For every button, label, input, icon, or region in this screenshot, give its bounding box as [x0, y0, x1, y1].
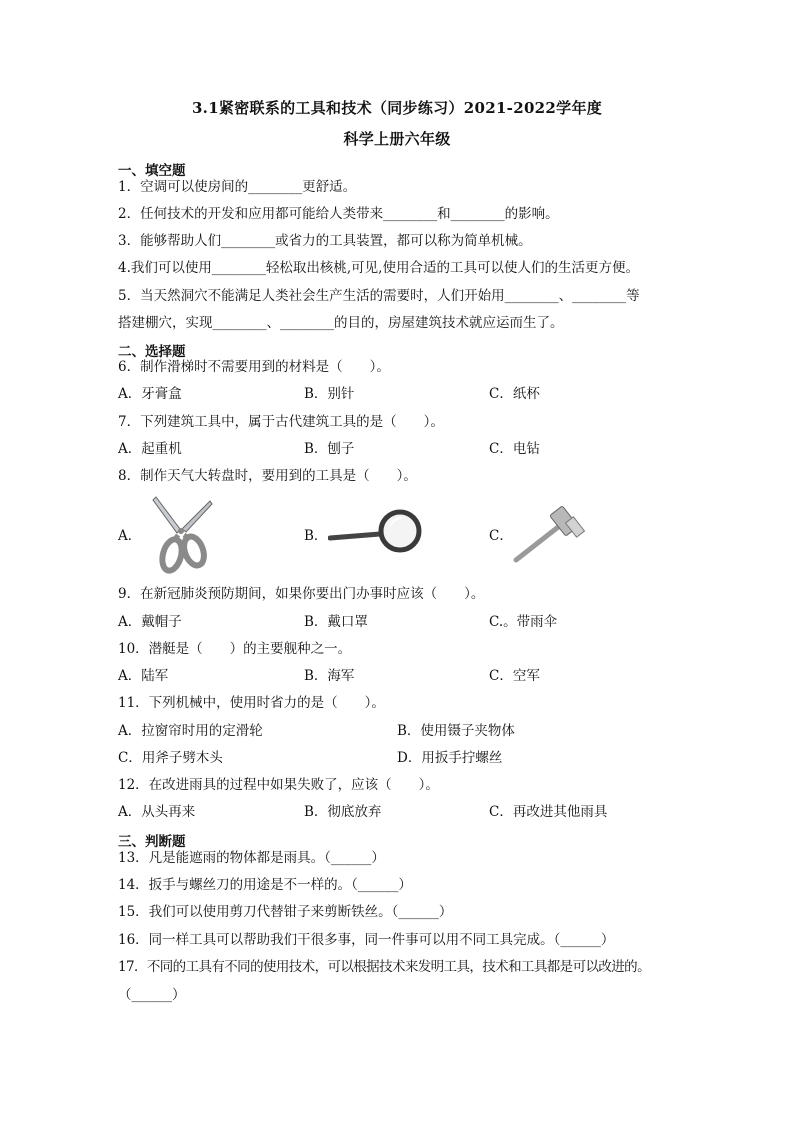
fill-question-4: 4.我们可以使用________轻松取出核桃,可见,使用合适的工具可以使人们的生活更方便。	[118, 260, 639, 276]
choice-q6-option-a: A．牙膏盒	[118, 386, 182, 402]
choice-q8-option-c: C．	[489, 528, 513, 544]
choice-q7-option-a: A．起重机	[118, 441, 182, 457]
choice-q8-stem: 8．制作天气大转盘时，要用到的工具是（ ）。	[118, 468, 417, 484]
choice-q9-stem: 9．在新冠肺炎预防期间，如果你要出门办事时应该（ ）。	[118, 586, 485, 602]
magnifier-icon	[328, 508, 423, 556]
choice-q11-option-d: D．用扳手拧螺丝	[397, 750, 503, 766]
hammer-icon	[512, 504, 587, 564]
section-judge-heading: 三、判断题	[118, 834, 186, 850]
choice-q9-option-b: B．戴口罩	[304, 614, 368, 630]
judge-question-17-answer: （______）	[118, 987, 186, 1003]
section-choice-heading: 二、选择题	[118, 344, 186, 360]
choice-q11-stem: 11．下列机械中，使用时省力的是（ ）。	[118, 695, 385, 711]
choice-q7-option-b: B．刨子	[304, 441, 355, 457]
choice-q7-option-c: C．电钻	[489, 441, 540, 457]
choice-q9-option-a: A．戴帽子	[118, 614, 182, 630]
judge-question-15: 15．我们可以使用剪刀代替钳子来剪断铁丝。（______）	[118, 904, 453, 920]
fill-question-5-cont: 搭建棚穴，实现________、________的目的，房屋建筑技术就应运而生了。	[118, 315, 564, 331]
choice-q11-option-a: A．拉窗帘时用的定滑轮	[118, 723, 263, 739]
choice-q6-option-c: C．纸杯	[489, 386, 540, 402]
choice-q9-option-c: C.。带雨伞	[489, 614, 558, 630]
choice-q11-option-b: B．使用镊子夹物体	[397, 723, 515, 739]
scissors-icon	[150, 495, 215, 577]
choice-q12-option-a: A．从头再来	[118, 804, 196, 820]
page-title: 3.1紧密联系的工具和技术（同步练习）2021-2022学年度	[191, 99, 603, 117]
choice-q11-option-c: C．用斧子劈木头	[118, 750, 223, 766]
choice-q8-option-b: B．	[304, 528, 328, 544]
choice-q10-stem: 10．潜艇是（ ）的主要舰种之一。	[118, 641, 352, 657]
fill-question-5: 5．当天然洞穴不能满足人类社会生产生活的需要时，人们开始用________、________等	[118, 288, 640, 304]
section-fill-heading: 一、填空题	[118, 163, 186, 179]
judge-question-17: 17．不同的工具有不同的使用技术，可以根据技术来发明工具，技术和工具都是可以改进的。	[118, 959, 650, 975]
fill-question-1: 1．空调可以使房间的________更舒适。	[118, 179, 357, 195]
choice-q12-option-c: C．再改进其他雨具	[489, 804, 608, 820]
judge-question-16: 16．同一样工具可以帮助我们干很多事，同一件事可以用不同工具完成。（______）	[118, 932, 615, 948]
choice-q10-option-b: B．海军	[304, 668, 355, 684]
page-subtitle: 科学上册六年级	[343, 130, 451, 148]
choice-q7-stem: 7．下列建筑工具中，属于古代建筑工具的是（ ）。	[118, 414, 444, 430]
judge-question-14: 14．扳手与螺丝刀的用途是不一样的。（______）	[118, 877, 412, 893]
choice-q12-stem: 12．在改进雨具的过程中如果失败了，应该（ ）。	[118, 777, 439, 793]
choice-q12-option-b: B．彻底放弃	[304, 804, 382, 820]
choice-q10-option-a: A．陆军	[118, 668, 169, 684]
choice-q6-option-b: B．别针	[304, 386, 355, 402]
choice-q6-stem: 6．制作滑梯时不需要用到的材料是（ ）。	[118, 359, 390, 375]
fill-question-3: 3．能够帮助人们________或省力的工具装置，都可以称为简单机械。	[118, 233, 532, 249]
choice-q10-option-c: C．空军	[489, 668, 540, 684]
choice-q8-option-a: A．	[118, 528, 142, 544]
fill-question-2: 2．任何技术的开发和应用都可能给人类带来________和________的影响。	[118, 206, 559, 222]
judge-question-13: 13．凡是能遮雨的物体都是雨具。（______）	[118, 850, 385, 866]
